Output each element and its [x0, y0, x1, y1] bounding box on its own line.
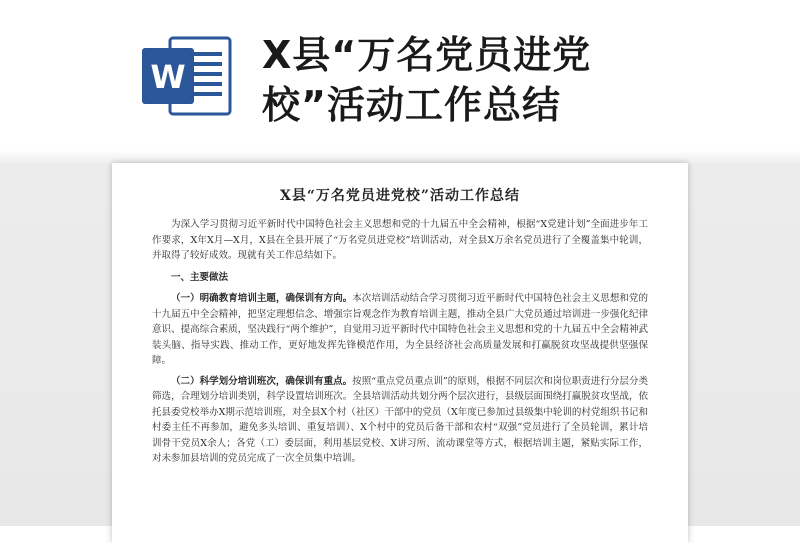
item-paragraph: [152, 374, 648, 467]
section-heading: 一、主要做法: [171, 271, 229, 283]
item-body: 按照“重点党员重点训”的原则，根据不同层次和岗位职责进行分层分类筛选，合理划分培训类别，科学设置培训班次。全县培训活动共划分两个层次进行，县级层面围绕打赢脱贫攻坚战，依托县委党校举办X期示范培训班，对全县X个村（社区）干部中的党员（X年度已参加过县级集中轮训的村党组织书记和村委主任不再参加，避免多头培训、重复培训）、X个村中的党员后备干部和农村“双强”党员进行了全员轮训，累计培训骨干党员X余人；各党（工）委层面，利用基层党校、X讲习所、流动课堂等方式，根据培训主题，紧贴实际工作，对未参加县培训的党员完成了一次全员集中培训。: [152, 375, 648, 464]
word-document-icon: [140, 36, 232, 116]
item-lead: （一）明确教育培训主题，确保训有方向。: [171, 293, 353, 304]
document-title: X县“万名党员进党校”活动工作总结: [280, 188, 520, 204]
cover-title: X县“万名党员进党校”活动工作总结: [262, 33, 592, 127]
intro-paragraph: 为深入学习贯彻习近平新时代中国特色社会主义思想和党的十九届五中全会精神，根据“X党建计划”全面进步年工作要求，X年X月—X月，X县在全县开展了“万名党员进党校”培训活动，对全县X万余名党员进行了全覆盖集中轮训，并取得了较好成效。现就有关工作总结如下。: [152, 219, 648, 261]
word-icon-letter: W: [150, 58, 186, 96]
item-body: 本次培训活动结合学习贯彻习近平新时代中国特色社会主义思想和党的十九届五中全会精神，把坚定理想信念、增强宗旨观念作为教育培训主题，推动全县广大党员通过培训进一步强化纪律意识、提高综合素质，坚决践行“两个维护”，自觉用习近平新时代中国特色社会主义思想和党的十九届五中全会精神武装头脑、指导实践、推动工作，更好地发挥先锋模范作用，为全县经济社会高质量发展和打赢脱贫攻坚战提供坚强保障。: [152, 293, 648, 366]
document-page: [112, 163, 688, 543]
item-lead: （二）科学划分培训班次，确保训有重点。: [171, 375, 353, 387]
item-paragraph: [152, 291, 648, 369]
